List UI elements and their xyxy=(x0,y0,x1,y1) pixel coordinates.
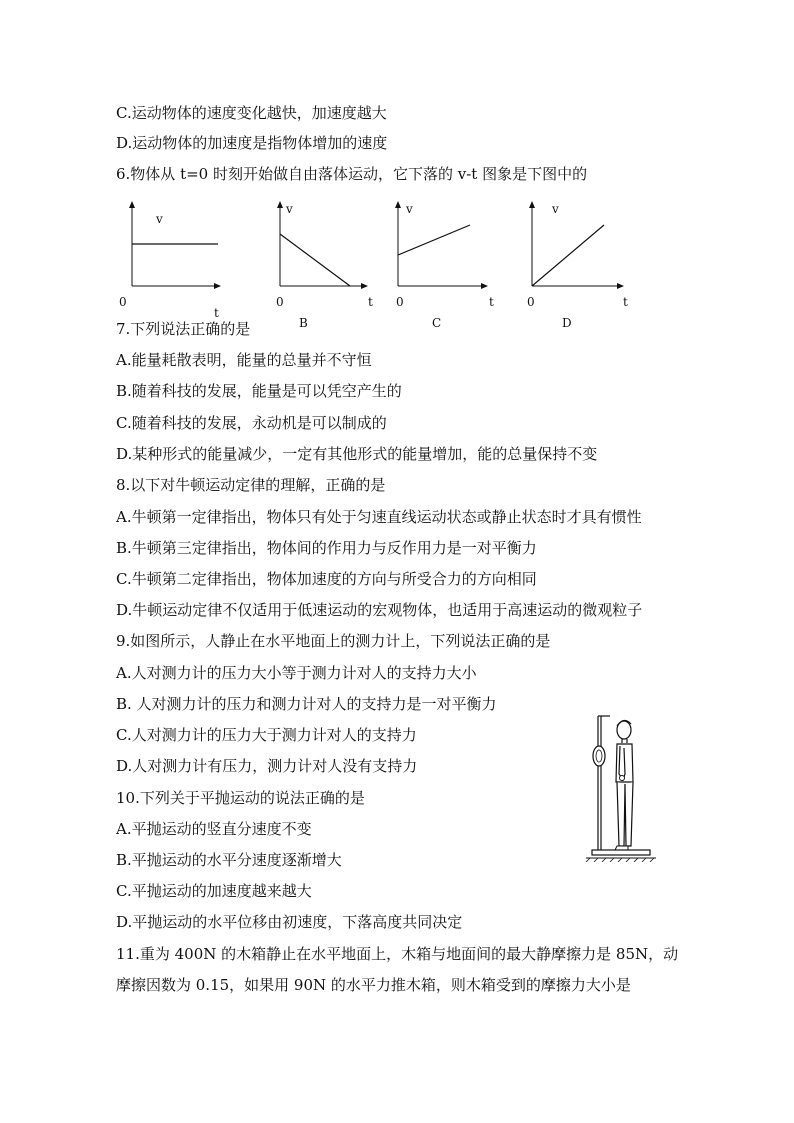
q10-option-c: C.平抛运动的加速度越来越大 xyxy=(116,882,312,900)
graph-c-option-label: C xyxy=(432,316,442,330)
q7-option-d: D.某种形式的能量减少，一定有其他形式的能量增加，能的总量保持不变 xyxy=(116,445,598,463)
q10-option-b: B.平抛运动的水平分速度逐渐增大 xyxy=(116,851,342,869)
q5-option-d: D.运动物体的加速度是指物体增加的速度 xyxy=(116,134,388,152)
vt-line-c xyxy=(398,225,470,255)
q10-option-d: D.平抛运动的水平位移由初速度，下落高度共同决定 xyxy=(116,913,463,931)
person-on-scale-svg xyxy=(584,712,658,862)
graph-d-option-label: D xyxy=(562,316,572,330)
q9-option-c: C.人对测力计的压力大于测力计对人的支持力 xyxy=(116,726,417,744)
q5-option-c: C.运动物体的速度变化越快，加速度越大 xyxy=(116,104,387,122)
q6-stem: 6.物体从 t=0 时刻开始做自由落体运动，它下落的 v-t 图象是下图中的 xyxy=(116,165,588,183)
vt-graph-options xyxy=(110,196,650,336)
q7-stem: 7.下列说法正确的是 xyxy=(116,320,251,338)
q9-option-a: A.人对测力计的压力大小等于测力计对人的支持力大小 xyxy=(116,664,477,682)
q7-option-b: B.随着科技的发展，能量是可以凭空产生的 xyxy=(116,382,402,400)
q8-option-a: A.牛顿第一定律指出，物体只有处于匀速直线运动状态或静止状态时才具有惯性 xyxy=(116,508,642,526)
graph-c-v-label: v xyxy=(406,202,413,216)
q9-stem: 9.如图所示，人静止在水平地面上的测力计上，下列说法正确的是 xyxy=(116,632,551,650)
graph-a-v-label: v xyxy=(156,212,163,226)
vt-graph-a xyxy=(119,204,219,320)
graph-a-t-label: t xyxy=(214,306,219,320)
q11-stem-line2: 摩擦因数为 0.15，如果用 90N 的水平力推木箱，则木箱受到的摩擦力大小是 xyxy=(116,976,631,994)
q7-option-c: C.随着科技的发展，永动机是可以制成的 xyxy=(116,414,387,432)
q8-option-b: B.牛顿第三定律指出，物体间的作用力与反作用力是一对平衡力 xyxy=(116,539,537,557)
q9-option-b: B. 人对测力计的压力和测力计对人的支持力是一对平衡力 xyxy=(116,695,497,713)
q11-stem-line1: 11.重为 400N 的木箱静止在水平地面上，木箱与地面间的最大静摩擦力是 85N，动 xyxy=(116,945,679,963)
vt-line-d xyxy=(532,225,604,286)
graph-b-origin: 0 xyxy=(276,295,284,309)
vt-graph-c xyxy=(396,202,494,330)
q8-stem: 8.以下对牛顿运动定律的理解，正确的是 xyxy=(116,476,386,494)
q10-option-a: A.平抛运动的竖直分速度不变 xyxy=(116,820,312,838)
graph-d-t-label: t xyxy=(623,295,628,309)
q8-option-c: C.牛顿第二定律指出，物体加速度的方向与所受合力的方向相同 xyxy=(116,570,537,588)
vt-line-b xyxy=(280,234,350,286)
graph-d-origin: 0 xyxy=(527,295,535,309)
graph-c-t-label: t xyxy=(489,295,494,309)
vt-graph-d xyxy=(527,202,628,330)
vt-graphs-svg xyxy=(110,196,650,336)
graph-c-origin: 0 xyxy=(396,295,404,309)
vt-graph-b xyxy=(276,202,373,330)
person-on-scale-figure xyxy=(584,712,658,866)
q9-option-d: D.人对测力计有压力，测力计对人没有支持力 xyxy=(116,757,418,775)
q7-option-a: A.能量耗散表明，能量的总量并不守恒 xyxy=(116,351,372,369)
graph-b-t-label: t xyxy=(368,295,373,309)
graph-b-option-label: B xyxy=(299,316,308,330)
q8-option-d: D.牛顿运动定律不仅适用于低速运动的宏观物体，也适用于高速运动的微观粒子 xyxy=(116,601,643,619)
q10-stem: 10.下列关于平抛运动的说法正确的是 xyxy=(116,789,365,807)
graph-a-origin: 0 xyxy=(119,295,127,309)
graph-b-v-label: v xyxy=(286,202,293,216)
graph-d-v-label: v xyxy=(552,202,559,216)
